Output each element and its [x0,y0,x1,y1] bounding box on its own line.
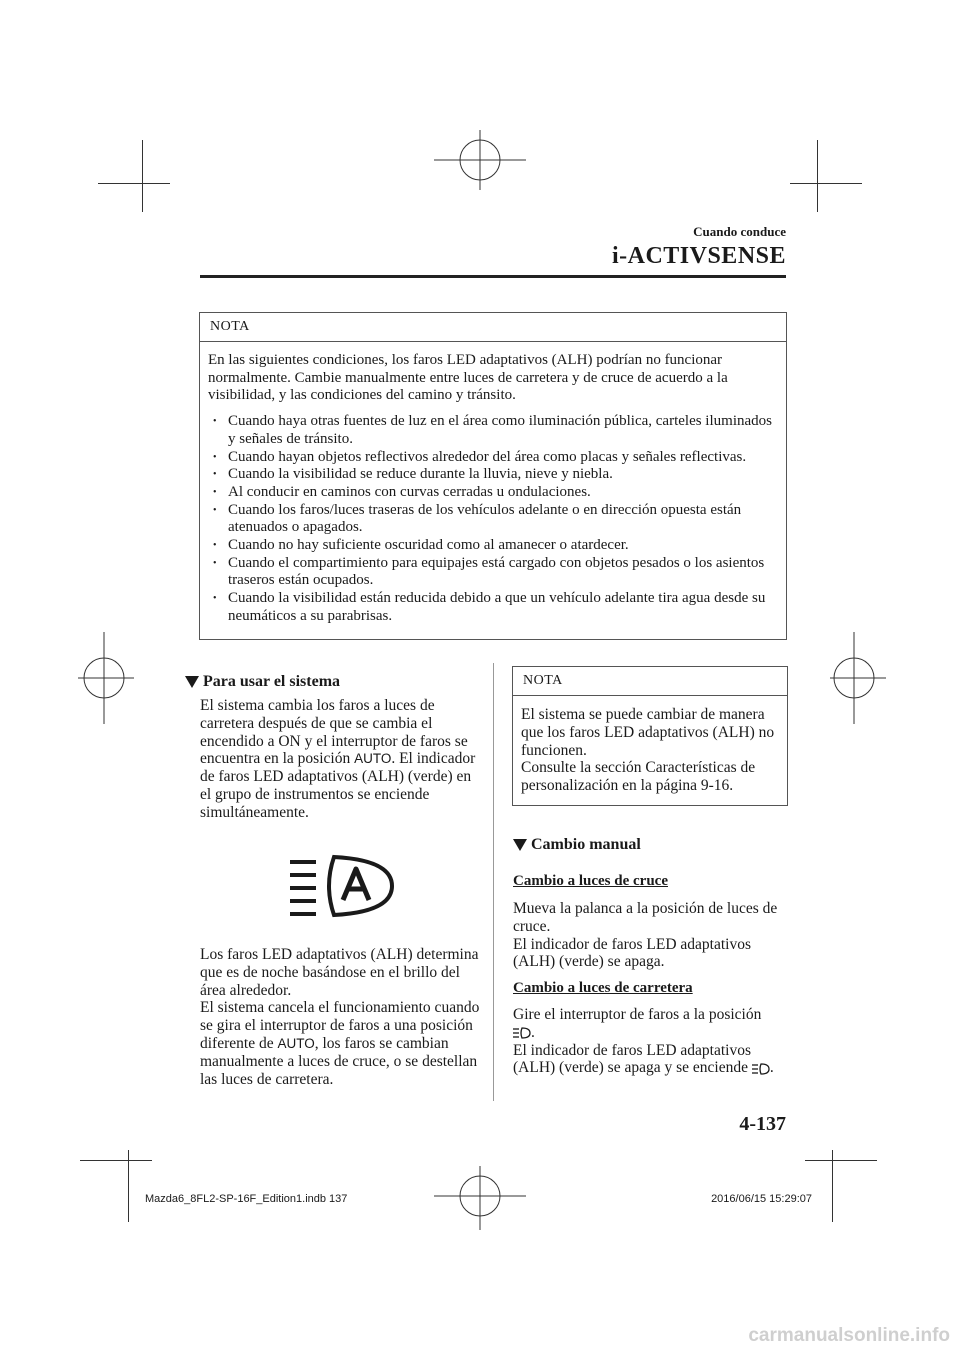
section-heading-manual: Cambio manual [513,836,641,854]
note-text: Consulte la sección Características de personalización en la página 9-16. [521,759,756,795]
header-rule [200,275,786,278]
note-intro: En las siguientes condiciones, los faros LED adaptativos (ALH) podrían no funcionar normalmente. Cambie manualmente entre luces de carretera y de cruce de acuerdo a la visibilidad, y las condiciones del camino y tránsito. [208,352,728,404]
note-box-conditions [199,312,787,640]
page-title: i-ACTIVSENSE [611,243,786,269]
alh-behavior-paragraph: Los faros LED adaptativos (ALH) determina que es de noche basándose en el brillo del área alrededor. El sistema cancela el funcionamiento cuando se gira el interruptor de faros a una posición diferente de AUTO, los faros se cambian manualmente a luces de cruce, o se destellan las luces de carretera. [200,946,480,1088]
list-item: • Cuando la visibilidad se reduce durante la lluvia, nieve y niebla. [208,466,778,484]
list-item: • Cuando la visibilidad están reducida debido a que un vehículo adelante tira agua desde su neumáticos a su parabrisas. [208,590,778,625]
list-item: • Cuando el compartimiento para equipajes está cargado con objetos pesados o los asientos traseros están ocupados. [208,555,778,590]
low-beam-paragraph: Mueva la palanca a la posición de luces de cruce. El indicador de faros LED adaptativos (ALH) (verde) se apaga. [513,900,778,971]
list-item: • Cuando haya otras fuentes de luz en el área como iluminación pública, carteles iluminados y señales de tránsito. [208,413,778,448]
list-item: • Cuando los faros/luces traseras de los vehículos adelante o en dirección opuesta están atenuados o apagados. [208,502,778,537]
triangle-icon [185,676,199,688]
condition-list [208,413,778,625]
alh-indicator-icon [288,854,398,918]
watermark: carmanualsonline.info [748,1325,950,1346]
column-divider [493,663,494,1101]
note-label: NOTA [200,313,786,342]
registration-mark-top [434,120,526,212]
footer-file-name: Mazda6_8FL2-SP-16F_Edition1.indb 137 [145,1193,348,1205]
high-beam-icon [513,1027,531,1039]
registration-mark-left [78,632,138,724]
list-item: • Cuando hayan objetos reflectivos alrededor del área como placas y señales reflectivas. [208,449,778,467]
page-number: 4-137 [739,1113,786,1135]
note-box-customization [512,666,788,806]
use-system-paragraph: El sistema cambia los faros a luces de carretera después de que se cambia el encendido a ON y el interruptor de faros se encuentra en la posición AUTO. El indicador de faros LED adaptativos (ALH) (verde) en el grupo de instrumentos se enciende simultáneamente. [200,697,476,821]
note-label: NOTA [513,667,787,696]
section-label: Cuando conduce [693,224,786,239]
footer-timestamp: 2016/06/15 15:29:07 [711,1193,812,1205]
registration-mark-right [826,632,886,724]
subheading-low-beam: Cambio a luces de cruce [513,873,668,889]
registration-mark-bottom [434,1150,526,1230]
list-item: • Cuando no hay suficiente oscuridad como al amanecer o atardecer. [208,537,778,555]
high-beam-icon [752,1063,770,1075]
high-beam-paragraph: Gire el interruptor de faros a la posición . El indicador de faros LED adaptativos (ALH) (verde) se apaga y se enciende . [513,1006,774,1077]
note-text: El sistema se puede cambiar de manera que los faros LED adaptativos (ALH) no funcionen. [521,706,775,759]
auto-label: AUTO [277,1035,315,1051]
subheading-high-beam: Cambio a luces de carretera [513,980,693,996]
auto-label: AUTO [354,751,392,767]
list-item: • Al conducir en caminos con curvas cerradas u ondulaciones. [208,484,778,502]
section-heading-use-system: Para usar el sistema [185,673,340,691]
triangle-icon [513,839,527,851]
